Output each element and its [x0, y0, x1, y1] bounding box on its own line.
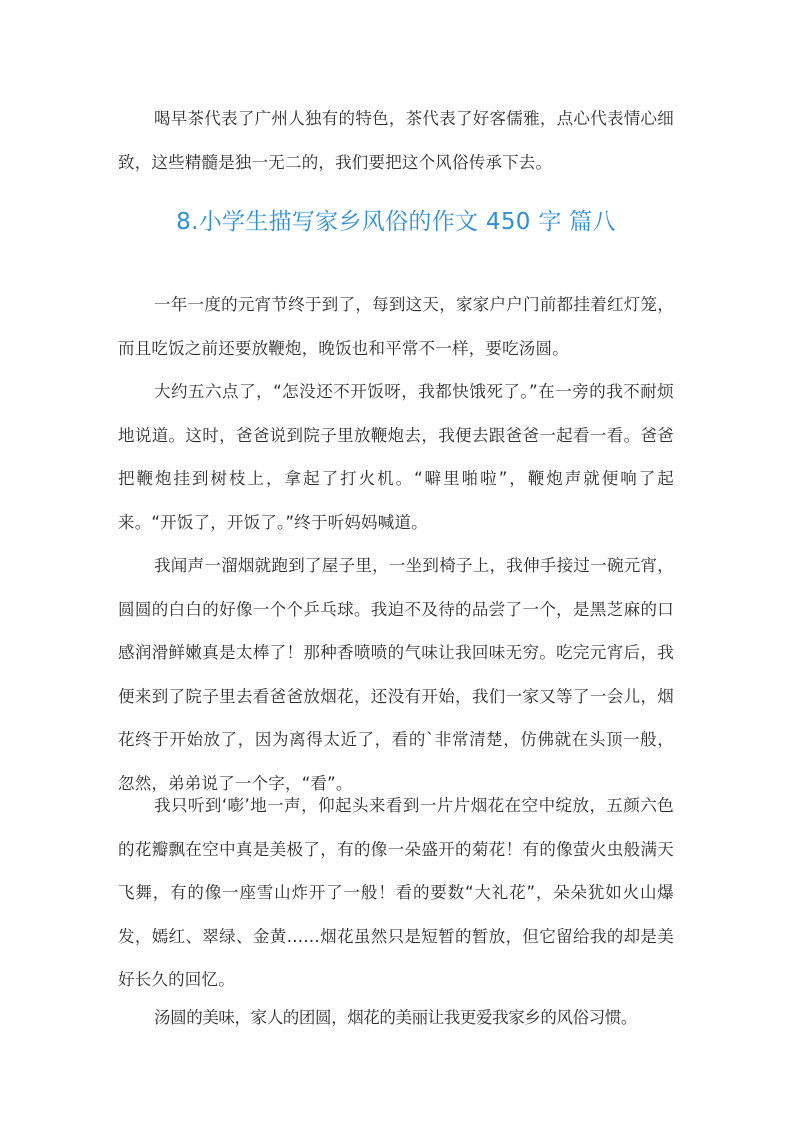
paragraph-5: 汤圆的美味，家人的团圆，烟花的美丽让我更爱我家乡的风俗习惯。	[154, 1008, 638, 1027]
section-title: 8.小学生描写家乡风俗的作文 450 字 篇八	[176, 209, 616, 235]
paragraph-2: 大约五六点了，“怎没还不开饭呀，我都快饿死了。”在一旁的我不耐烦地说道。这时，爸爸说到院子里放鞭炮去，我便去跟爸爸一起看一看。爸爸把鞭炮挂到树枝上，拿起了打火机。“噼里啪啦”，鞭炮声就便响了起来。“开饭了，开饭了。”终于听妈妈喊道。	[118, 382, 674, 532]
paragraph-1: 一年一度的元宵节终于到了，每到这天，家家户户门前都挂着红灯笼，而且吃饭之前还要放鞭炮，晚饭也和平常不一样，要吃汤圆。	[118, 295, 674, 358]
intro-paragraph: 喝早茶代表了广州人独有的特色，茶代表了好客儒雅，点心代表情心细致，这些精髓是独一无二的，我们要把这个风俗传承下去。	[118, 109, 674, 172]
paragraph-3: 我闻声一溜烟就跑到了屋子里，一坐到椅子上，我伸手接过一碗元宵，圆圆的白白的好像一个个乒乓球。我迫不及待的品尝了一个，是黑芝麻的口感润滑鲜嫩真是太棒了！那种香喷喷的气味让我回味无穷。吃完元宵后，我便来到了院子里去看爸爸放烟花，还没有开始，我们一家又等了一会儿，烟花终于开始放了，因为离得太近了，看的`非常清楚，仿佛就在头顶一般，忽然，弟弟说了一个字，“看”。	[118, 556, 674, 793]
paragraph-4: 我只听到‘嘭’地一声，仰起头来看到一片片烟花在空中绽放，五颜六色的花瓣飘在空中真是美极了，有的像一朵盛开的菊花！有的像萤火虫般满天飞舞，有的像一座雪山炸开了一般！看的要数“大礼花”，朵朵犹如火山爆发，嫣红、翠绿、金黄……烟花虽然只是短暂的暂放，但它留给我的却是美好长久的回忆。	[118, 796, 674, 990]
